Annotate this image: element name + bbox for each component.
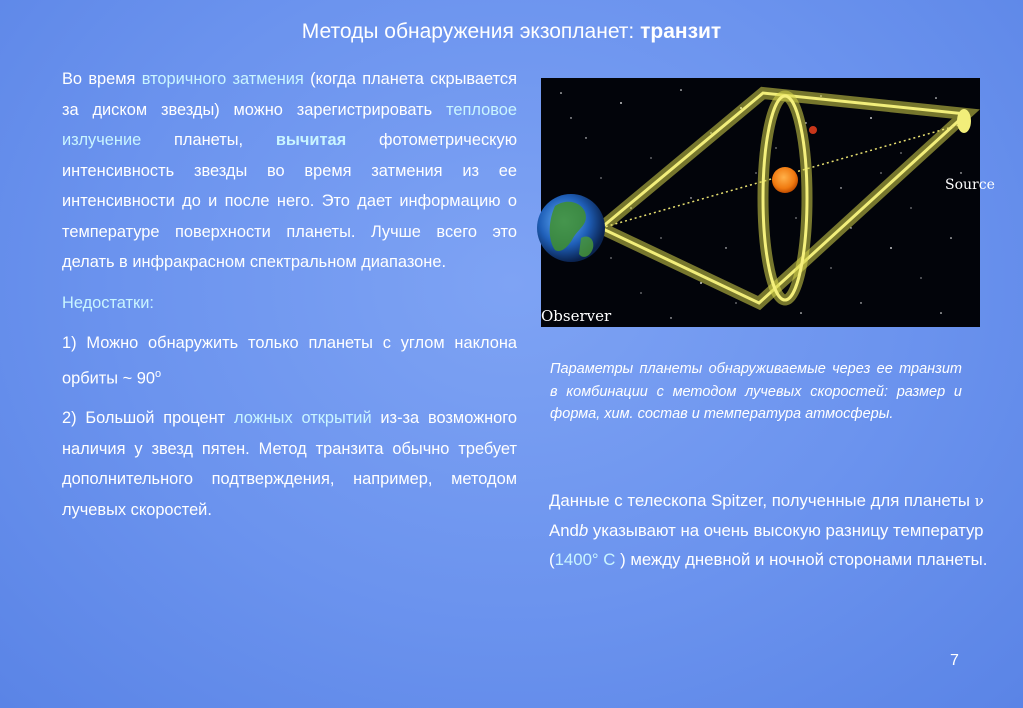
term-false-discoveries: ложных открытий [233, 409, 372, 428]
planet-dot [809, 126, 817, 134]
page-number: 7 [950, 652, 959, 669]
transit-illustration [541, 78, 995, 327]
observer-label: Observer [541, 307, 612, 325]
title-bold: транзит [640, 20, 722, 43]
paragraph-secondary-eclipse: Во время вторичного затмения (когда планета скрывается за диском звезды) можно зарегистрировать тепловое излучение планеты, вычитая фотометрическую интенсивность звезды во время затмения из ее интенсивности до и после него. Это дает информацию о температуре поверхности планеты. Лучше всего это делать в инфракрасном спектральном диапазоне. [62, 70, 518, 271]
nu-symbol: ν [974, 492, 984, 510]
drawback-item-1: 1) Можно обнаружить только планеты с углом наклона орбиты ~ 90$^o$ [62, 334, 517, 387]
term-subtracting: вычитая [275, 131, 347, 149]
degree-sup: o [154, 367, 162, 380]
spitzer-paragraph: Данные с телескопа Spitzer, полученные для планеты ν Andb указывают на очень высокую разницу температур (1400° C ) между дневной и ночной сторонами планеты. [549, 491, 988, 569]
temperature-value: 1400° C [554, 550, 616, 569]
title-prefix: Методы обнаружения экзопланет: [301, 20, 641, 43]
slide-title [0, 20, 1023, 44]
source-label: Source [945, 177, 995, 193]
term-secondary-eclipse: вторичного затмения [141, 70, 304, 88]
drawbacks-heading: Недостатки: [62, 293, 154, 312]
star-disk [772, 167, 798, 193]
term-thermal-emission: тепловое излучение [62, 100, 517, 149]
image-caption: Параметры планеты обнаруживаемые через ее транзит в комбинации с методом лучевых скоростей: размер и форма, хим. состав и температура атмосферы. [550, 361, 962, 422]
main-text-column [62, 64, 517, 525]
earth-globe [537, 194, 605, 262]
planet-b: b [578, 521, 589, 540]
drawback-item-2: 2) Большой процент ложных открытий из-за возможного наличия у звезд пятен. Метод транзита обычно требует дополнительного подтверждения, например, методом лучевых скоростей. [62, 409, 517, 519]
transit-diagram-svg [541, 78, 995, 327]
